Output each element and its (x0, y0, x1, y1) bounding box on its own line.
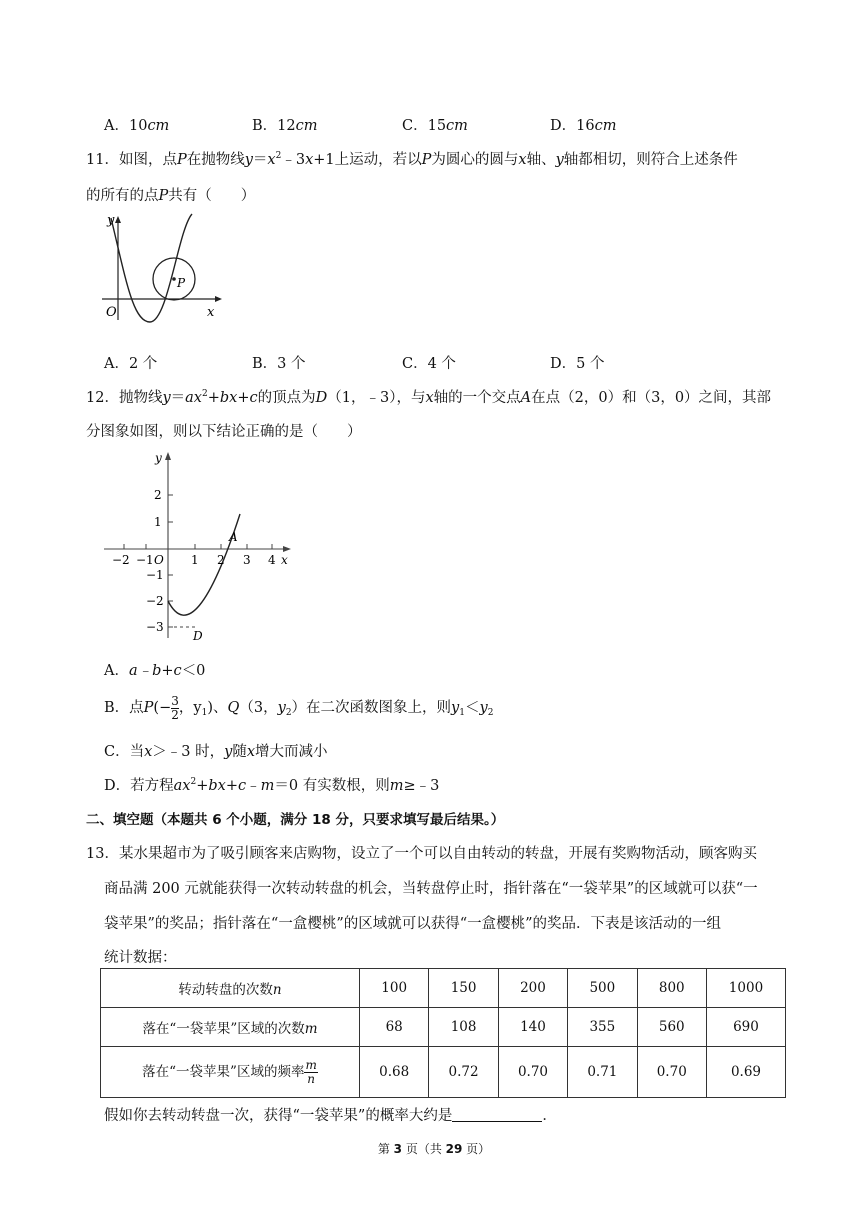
section-2-title: 二、填空题（本题共 6 个小题，满分 18 分，只要求填写最后结果。） (86, 812, 505, 828)
q12-axis-x: x (425, 390, 434, 406)
q12-option-a-tail: ＜0 (181, 663, 206, 679)
q12-option-d-c: c (237, 778, 247, 794)
q12-option-b-lt: ＜ (464, 700, 480, 716)
q12-option-d-tail: ≥﹣3 (403, 778, 440, 794)
q11-text: 上运动，若以 (334, 152, 422, 168)
q10-option-b-text: B．12 (252, 118, 296, 134)
q11-label-x: x (207, 305, 215, 320)
table-cell: 140 (498, 1008, 567, 1047)
q11-point: P (421, 152, 432, 168)
q12-formula-bx: bx (219, 390, 238, 406)
q12-label-y: y (155, 451, 162, 465)
q12-option-d (104, 774, 439, 795)
table-cell: 200 (498, 969, 567, 1008)
q12-label-a: A (229, 530, 238, 544)
row-label: 落在“一袋苹果”区域的次数 (142, 1021, 305, 1037)
q12-formula-y: y (162, 390, 171, 406)
q11-formula-x2: x (305, 152, 314, 168)
q12-y-tick-label: −3 (146, 620, 164, 634)
q12-option-d-m2: m (389, 778, 404, 794)
table-cell: 0.68 (360, 1047, 429, 1098)
q12-option-c-y: y (224, 744, 233, 760)
q13-question-text: 假如你去转动转盘一次，获得“一袋苹果”的概率大约是 (104, 1108, 453, 1124)
row-label: 转动转盘的次数 (178, 982, 273, 998)
q12-option-b-y1: ，y (178, 700, 202, 716)
q12-option-d-bx: bx (208, 778, 226, 794)
footer-pre: 第 (377, 1142, 394, 1156)
table-row-header (101, 1047, 360, 1098)
q12-option-c (104, 740, 328, 761)
q12-sub: 2 (285, 708, 292, 718)
q10-option-a (104, 114, 169, 135)
q13-stem-line1 (86, 842, 757, 863)
q12-label-d: D (193, 629, 203, 643)
table-cell: 0.69 (706, 1047, 785, 1098)
q12-option-d-eq: ＝0 有实数根，则 (274, 778, 390, 794)
q12-option-d-sq: 2 (190, 777, 197, 787)
q13-stem-line2: 商品满 200 元就能获得一次转动转盘的机会，当转盘停止时，指针落在“一袋苹果”的区域就可以获“一 (104, 881, 758, 897)
q12-text: 在点（2，0）和（3，0）之间，其部 (531, 390, 772, 406)
row-var: n (272, 982, 282, 998)
q11-option-b: B．3 个 (252, 356, 306, 372)
q12-origin-label: O (154, 553, 164, 567)
q11-stem-line2 (86, 184, 255, 205)
table-row-header (101, 1008, 360, 1047)
q11-text: 轴都相切，则符合上述条件 (563, 152, 738, 168)
q13-stem-line4: 统计数据： (104, 950, 177, 966)
table-cell: 68 (360, 1008, 429, 1047)
q12-x-tick-label: −1 (136, 553, 154, 567)
table-cell: 355 (568, 1008, 637, 1047)
q12-fraction-den: 2 (171, 707, 179, 722)
q12-option-c-x2: x (246, 744, 256, 760)
q12-sub: 1 (201, 708, 208, 718)
table-cell: 0.71 (568, 1047, 637, 1098)
q10-option-c (402, 114, 468, 135)
footer-mid: 页（共 (402, 1142, 446, 1156)
q12-option-b-qcoord: （3， (239, 700, 278, 716)
q12-option-b-ry2: y (479, 700, 488, 716)
q11-point: P (158, 188, 169, 204)
q12-option-b-q: Q (227, 700, 240, 716)
table-cell: 690 (706, 1008, 785, 1047)
q11-y-arrow-icon (115, 216, 121, 223)
q12-formula-plus: + (237, 390, 250, 406)
row-label: 落在“一袋苹果”区域的频率 (142, 1063, 305, 1080)
q11-text: 共有（ ） (168, 188, 256, 204)
q12-y-arrow-icon (165, 452, 171, 460)
q11-number: 11． (86, 152, 119, 168)
q11-text: 在抛物线 (186, 152, 245, 168)
q12-option-b-close: )、 (207, 700, 228, 716)
q11-text: 如图，点 (118, 152, 177, 168)
q12-option-a-expr: a﹣b+c (128, 663, 182, 679)
q12-y-tick-label: 2 (154, 488, 162, 502)
q10-unit: cm (147, 118, 170, 134)
q12-option-prefix: C．当 (104, 744, 145, 760)
fraction-num: m (305, 1057, 317, 1072)
q11-figure (98, 210, 228, 326)
q12-option-d-plus: + (196, 778, 209, 794)
q11-label-y: y (107, 213, 115, 228)
q12-stem-line1 (86, 386, 771, 407)
q11-text: 的所有的点 (86, 188, 159, 204)
q12-option-b-open: (− (153, 700, 172, 716)
q11-center-point (172, 277, 176, 281)
q12-option-d-minus: ﹣ (246, 778, 261, 794)
q13-stats-table (100, 968, 786, 1098)
q13-number: 13． (86, 846, 119, 862)
q12-option-b-p: P (143, 700, 154, 716)
table-cell: 0.72 (429, 1047, 498, 1098)
q12-option-prefix: D．若方程 (104, 778, 174, 794)
q12-number: 12． (86, 390, 119, 406)
q12-text: 抛物线 (118, 390, 163, 406)
q13-question-end: ． (542, 1108, 557, 1124)
q12-y-tick-label: −1 (146, 568, 164, 582)
q12-option-prefix: A． (104, 663, 129, 679)
q12-sub: 1 (459, 708, 465, 718)
q12-x-tick-label: 1 (191, 553, 199, 567)
q11-formula-x: x (267, 152, 276, 168)
q11-formula-rest: ﹣3 (281, 152, 306, 168)
table-cell: 0.70 (637, 1047, 706, 1098)
table-cell: 0.70 (498, 1047, 567, 1098)
q11-parabola (111, 214, 192, 322)
table-cell: 800 (637, 969, 706, 1008)
table-cell: 100 (360, 969, 429, 1008)
q11-point: P (176, 152, 187, 168)
q12-option-b-fraction (171, 695, 179, 722)
q12-x-arrow-icon (283, 546, 291, 552)
q12-point-a: A (520, 390, 532, 406)
table-cell: 108 (429, 1008, 498, 1047)
q10-option-d (550, 114, 616, 135)
q11-option-c: C．4 个 (402, 356, 456, 372)
table-cell: 1000 (706, 969, 785, 1008)
row-fraction (304, 1059, 317, 1086)
q11-text: 为圆心的圆与 (431, 152, 519, 168)
q12-formula-ax: ax (185, 390, 202, 406)
q12-formula-plus: + (207, 390, 220, 406)
q11-formula-y: y (244, 152, 253, 168)
table-cell: 150 (429, 969, 498, 1008)
q12-y-tick-label: −2 (146, 594, 164, 608)
q11-axis-x: x (518, 152, 527, 168)
q12-figure (100, 448, 300, 644)
q10-unit: cm (295, 118, 318, 134)
q12-formula-c: c (249, 390, 258, 406)
q11-option-a: A．2 个 (104, 356, 158, 372)
q12-formula-eq: ＝ (170, 390, 186, 406)
q12-option-c-tail: 增大而减小 (255, 744, 328, 760)
footer-post: 页） (462, 1142, 491, 1156)
q12-option-c-mid: ＞﹣3 时， (152, 744, 225, 760)
q11-formula-tail: +1 (313, 152, 335, 168)
q12-option-d-ax: ax (173, 778, 191, 794)
table-cell: 500 (568, 969, 637, 1008)
q11-option-d: D．5 个 (550, 356, 605, 372)
q12-text: （1，﹣3），与 (327, 390, 426, 406)
q11-label-p: P (177, 276, 186, 290)
q12-point-d: D (315, 390, 328, 406)
q12-option-d-plus: + (225, 778, 238, 794)
q12-option-b-y2: y (277, 700, 286, 716)
q10-option-c-text: C．15 (402, 118, 447, 134)
q11-stem-line1 (86, 148, 738, 169)
q12-formula-sq: 2 (201, 389, 208, 399)
q12-x-tick-label: 3 (243, 553, 251, 567)
q10-option-a-text: A．10 (104, 118, 148, 134)
q11-x-arrow-icon (215, 296, 222, 302)
q11-label-o: O (106, 305, 117, 320)
fraction-den: n (307, 1071, 316, 1086)
q12-option-b (104, 690, 493, 731)
q12-option-b-qclose: ）在二次函数图象上，则 (291, 700, 452, 716)
q11-formula-sq: 2 (275, 151, 282, 161)
q12-option-c-mid2: 随 (232, 744, 247, 760)
q12-label-x: x (281, 553, 288, 567)
q12-x-tick-label: 4 (268, 553, 276, 567)
q12-sub: 2 (487, 708, 494, 718)
q13-text: 某水果超市为了吸引顾客来店购物，设立了一个可以自由转动的转盘，开展有奖购物活动，顾客购买 (118, 846, 757, 862)
q10-option-d-text: D．16 (550, 118, 595, 134)
q12-x-tick-label: −2 (112, 553, 130, 567)
q12-x-tick-label: 2 (217, 553, 225, 567)
table-row (101, 1008, 786, 1047)
q11-formula-eq: ＝ (252, 152, 268, 168)
q10-unit: cm (594, 118, 617, 134)
table-row (101, 969, 786, 1008)
q10-option-b (252, 114, 317, 135)
q12-option-d-m: m (260, 778, 275, 794)
q12-text: 的顶点为 (257, 390, 316, 406)
answer-blank[interactable] (452, 1107, 542, 1122)
q10-unit: cm (446, 118, 468, 134)
q13-question (104, 1104, 557, 1125)
q12-option-a (104, 659, 205, 680)
q12-fraction-num: 3 (171, 693, 179, 708)
table-row (101, 1047, 786, 1098)
q13-stem-line3: 袋苹果”的奖品；指针落在“一盒樱桃”的区域就可以获得“一盒樱桃”的奖品．下表是该活动的一组 (104, 916, 722, 932)
q12-text: 轴的一个交点 (433, 390, 521, 406)
q12-option-c-x: x (144, 744, 153, 760)
table-row-header (101, 969, 360, 1008)
q12-option-b-ry1: y (451, 700, 460, 716)
q12-option-prefix: B．点 (104, 700, 144, 716)
q12-y-tick-label: 1 (154, 515, 162, 529)
footer-page: 3 (393, 1142, 402, 1156)
q11-axis-y: y (555, 152, 564, 168)
footer-total: 29 (445, 1142, 463, 1156)
table-cell: 560 (637, 1008, 706, 1047)
q12-stem-line2: 分图象如图，则以下结论正确的是（ ） (86, 424, 362, 440)
q11-text: 轴、 (526, 152, 556, 168)
row-var: m (304, 1021, 318, 1037)
page-footer (0, 1140, 868, 1157)
